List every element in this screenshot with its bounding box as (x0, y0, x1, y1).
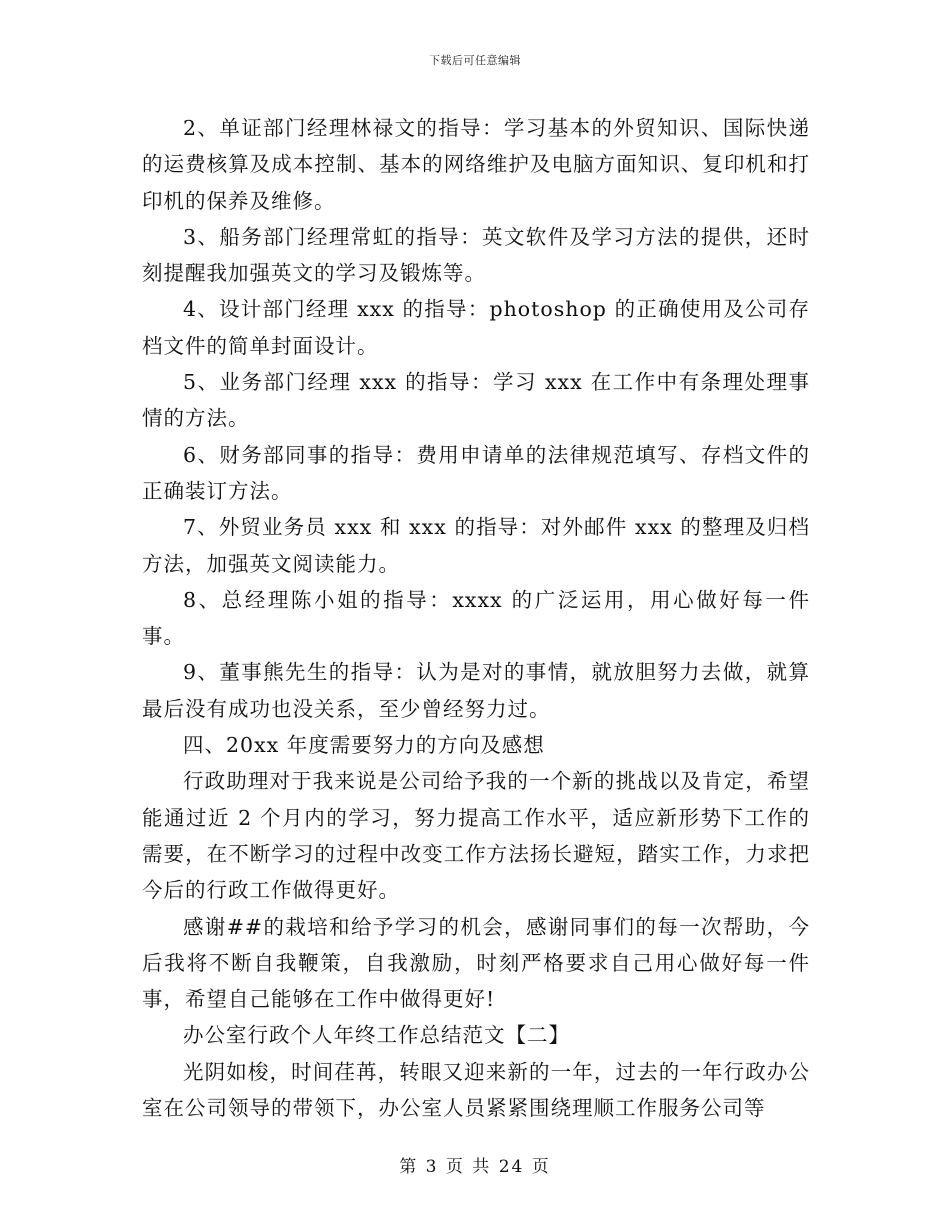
paragraph: 行政助理对于我来说是公司给予我的一个新的挑战以及肯定，希望能通过近 2 个月内的学习，努力提高工作水平，适应新形势下工作的需要，在不断学习的过程中改变工作方法扬长避短，踏实工作，力求把今后的行政工作做得更好。 (142, 769, 810, 903)
page-number: 第 3 页 共 24 页 (399, 1157, 551, 1177)
section-heading: 四、20xx 年度需要努力的方向及感想 (183, 733, 545, 758)
paragraph: 光阴如梭，时间荏苒，转眼又迎来新的一年，过去的一年行政办公室在公司领导的带领下，办公室人员紧紧围绕理顺工作服务公司等 (142, 1059, 810, 1121)
paragraph: 感谢##的栽培和给予学习的机会，感谢同事们的每一次帮助，今后我将不断自我鞭策，自我激励，时刻严格要求自己用心做好每一件事，希望自己能够在工作中做得更好! (142, 914, 810, 1012)
page-header: 下载后可任意编辑 (429, 54, 521, 67)
paragraph: 7、外贸业务员 xxx 和 xxx 的指导：对外邮件 xxx 的整理及归档方法，加强英文阅读能力。 (142, 515, 810, 576)
paragraph: 3、船务部门经理常虹的指导：英文软件及学习方法的提供，还时刻提醒我加强英文的学习及锻炼等。 (142, 224, 810, 286)
paragraph: 5、业务部门经理 xxx 的指导：学习 xxx 在工作中有条理处理事情的方法。 (142, 370, 810, 431)
document-body (142, 110, 810, 1126)
paragraph: 4、设计部门经理 xxx 的指导：photoshop 的正确使用及公司存档文件的简单封面设计。 (142, 297, 810, 358)
section-title: 办公室行政个人年终工作总结范文【二】 (183, 1023, 570, 1048)
paragraph: 8、总经理陈小姐的指导：xxxx 的广泛运用，用心做好每一件事。 (142, 587, 810, 649)
paragraph: 9、董事熊先生的指导：认为是对的事情，就放胆努力去做，就算最后没有成功也没关系，至少曾经努力过。 (142, 660, 810, 721)
paragraph: 2、单证部门经理林禄文的指导：学习基本的外贸知识、国际快递的运费核算及成本控制、基本的网络维护及电脑方面知识、复印机和打印机的保养及维修。 (142, 116, 810, 213)
paragraph: 6、财务部同事的指导：费用申请单的法律规范填写、存档文件的正确装订方法。 (142, 442, 810, 503)
